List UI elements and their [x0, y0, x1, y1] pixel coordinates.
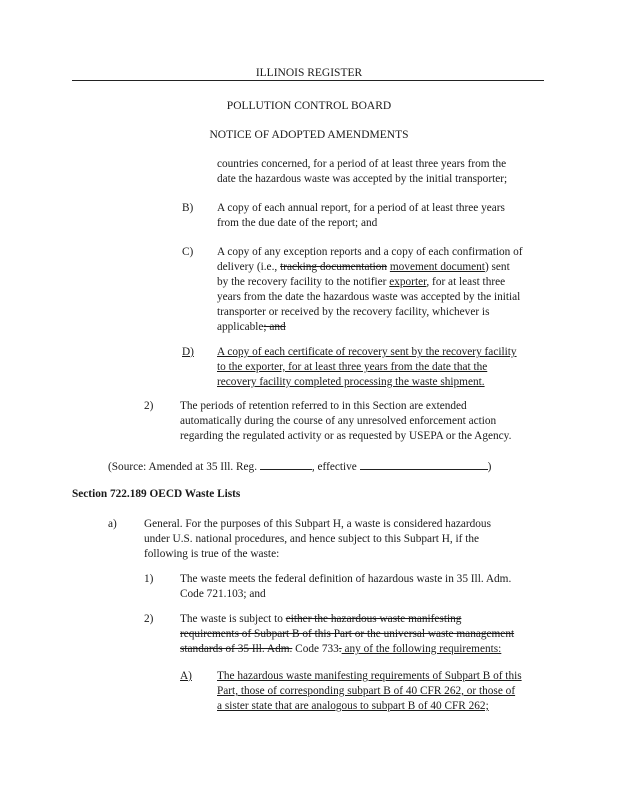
item-c-line-1: A copy of any exception reports and a copy of each confirmation of [217, 246, 523, 258]
item-c-line-5: transporter or received by the recovery facility, whichever is [217, 306, 490, 318]
board-title: POLLUTION CONTROL BOARD [226, 100, 392, 112]
sub-1-line-2: Code 721.103; and [180, 588, 266, 600]
source-c: ) [487, 461, 492, 473]
item-c-line-4: years from the date the hazardous waste was accepted by the initial [217, 291, 521, 303]
item-2-line-2: automatically during the course of any unresolved enforcement action [180, 415, 497, 427]
item-b-label: B) [182, 202, 194, 214]
item-c-3c: , for at least three [426, 276, 506, 288]
sub-2-3c-struck: . [338, 643, 342, 655]
sub-a-line-2: Part, those of corresponding subpart B of 40 CFR 262, or those of [217, 685, 516, 697]
sub-1-line-1: The waste meets the federal definition of hazardous waste in 35 Ill. Adm. [180, 573, 512, 585]
header-rule [72, 80, 544, 81]
sub-2-label: 2) [144, 613, 154, 625]
para-a-label: a) [108, 518, 117, 530]
item-c-2a: delivery (i.e., [217, 261, 281, 273]
sub-2-line-1 [180, 612, 461, 627]
sub-2-line-2-struck: requirements of Subpart B of this Part or the universal waste management [180, 628, 515, 640]
register-title: ILLINOIS REGISTER [255, 67, 363, 79]
item-c-label: C) [182, 246, 194, 258]
sub-2-1a: The waste is subject to [180, 613, 286, 625]
para-a-line-3: following is true of the waste: [144, 548, 280, 560]
para-a-line-1: General. For the purposes of this Subpart H, a waste is considered hazardous [144, 518, 491, 530]
sub-2-3b: Code 733 [292, 643, 339, 655]
item-2-line-1: The periods of retention referred to in this Section are extended [180, 400, 467, 412]
source-a: (Source: Amended at 35 Ill. Reg. [108, 461, 260, 473]
notice-title: NOTICE OF ADOPTED AMENDMENTS [209, 129, 409, 141]
item-b-line-2: from the due date of the report; and [217, 217, 378, 229]
item-b-line-1: A copy of each annual report, for a period of at least three years [217, 202, 505, 214]
effective-blank [360, 458, 488, 470]
sub-a-line-3: a sister state that are analogous to subpart B of 40 CFR 262; [217, 700, 489, 712]
section-heading: Section 722.189 OECD Waste Lists [72, 488, 241, 500]
sub-a-label: A) [180, 670, 192, 682]
sub-a-line-1: The hazardous waste manifesting requirements of Subpart B of this [217, 670, 522, 682]
item-c-3b-inserted: exporter [389, 276, 427, 288]
item-c-2c-inserted: movement document [389, 261, 485, 273]
sub-2-1b-struck: either the hazardous waste manifesting [285, 613, 462, 625]
item-c-line-6 [217, 320, 286, 335]
item-d-line-3: recovery facility completed processing the waste shipment. [217, 376, 485, 388]
cont-line-1: countries concerned, for a period of at least three years from the [217, 158, 507, 170]
sub-2-3a-struck: standards of 35 Ill. Adm. [180, 643, 293, 655]
item-c-6b-struck: ; and [263, 321, 286, 333]
item-c-2d: ) sent [484, 261, 510, 273]
item-c-6a: applicable [217, 321, 264, 333]
item-2-label: 2) [144, 400, 154, 412]
item-c-2b-struck: tracking documentation [280, 261, 388, 273]
item-d-line-2: to the exporter, for at least three years from the date that the [217, 361, 488, 373]
item-d-line-1: A copy of each certificate of recovery sent by the recovery facility [217, 346, 517, 358]
para-a-line-2: under U.S. national procedures, and hence subject to this Subpart H, if the [144, 533, 480, 545]
sub-1-label: 1) [144, 573, 154, 585]
reg-blank [260, 458, 312, 470]
item-c-line-3 [217, 275, 505, 290]
source-b: , effective [311, 461, 360, 473]
item-c-line-2 [217, 260, 510, 275]
item-d-label: D) [182, 346, 194, 358]
source-note [108, 458, 491, 475]
item-2-line-3: regarding the regulated activity or as requested by USEPA or the Agency. [180, 430, 512, 442]
sub-2-line-3 [180, 642, 501, 657]
cont-line-2: date the hazardous waste was accepted by the initial transporter; [217, 173, 508, 185]
item-c-3a: by the recovery facility to the notifier [217, 276, 390, 288]
sub-2-3d-inserted: any of the following requirements: [341, 643, 502, 655]
